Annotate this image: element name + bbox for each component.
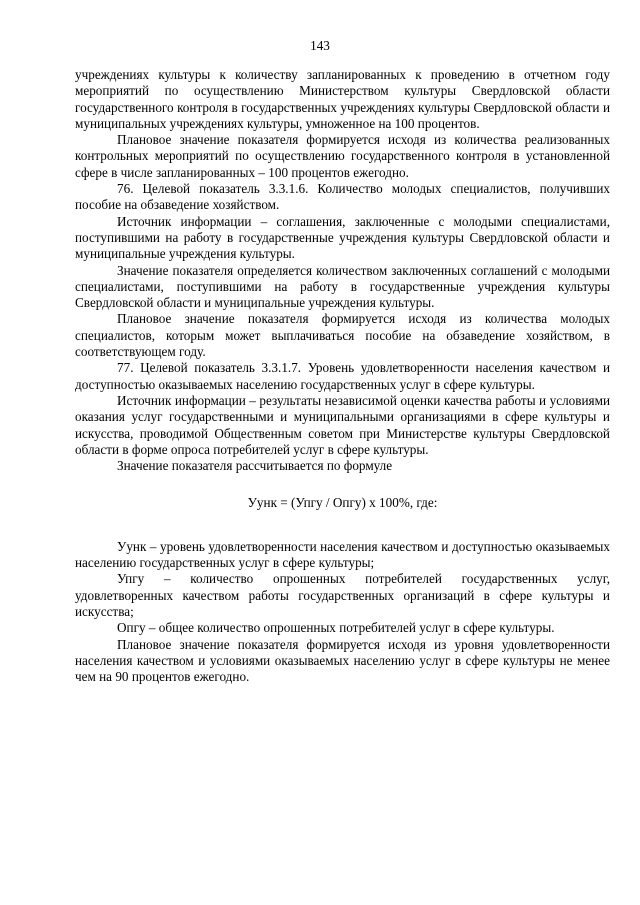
paragraph-planned-value-control: Плановое значение показателя формируется исходя из количества реализованных контрольных мероприятий по осуществлению государственного контроля в установленной сфере в числе запланированных – 100 процентов ежегодно. — [75, 132, 610, 180]
document-body — [75, 67, 610, 685]
paragraph-indicator-76: 76. Целевой показатель 3.3.1.6. Количество молодых специалистов, получивших пособие на обзаведение хозяйством. — [75, 181, 610, 213]
paragraph-value-76: Значение показателя определяется количеством заключенных соглашений с молодыми специалистами, поступившими на работу в государственные учреждения культуры Свердловской области и муниципальные учреждения культуры. — [75, 262, 610, 311]
paragraph-source-77: Источник информации – результаты независимой оценки качества работы и условиями оказания услуг государственными и муниципальными организациями в сфере культуры и искусства, проводимой Общественным советом при Министерстве культуры Свердловской области в форме опроса потребителей услуг в сфере культуры. — [75, 392, 610, 457]
formula: Уунк = (Упгу / Опгу) х 100%, где: — [247, 495, 438, 511]
paragraph-source-76: Источник информации – соглашения, заключенные с молодыми специалистами, поступившими на работу в государственные учреждения культуры Свердловской области и муниципальные учреждения культуры. — [75, 213, 610, 262]
paragraph-planned-value-76: Плановое значение показателя формируется исходя из количества молодых специалистов, которым может выплачиваться пособие на обзаведение хозяйством, в соответствующем году. — [75, 311, 610, 360]
paragraph-continuation: учреждениях культуры к количеству запланированных к проведению в отчетном году мероприятий по осуществлению Министерством культуры Свердловской области государственного контроля в государственных учреждениях культуры Свердловской области и муниципальных учреждениях культуры, умноженное на 100 процентов. — [75, 67, 610, 131]
paragraph-definition-upgu: Упгу – количество опрошенных потребителей государственных услуг, удовлетворенных качеством работы государственных организаций в сфере культуры и искусства; — [75, 571, 610, 619]
page-number: 143 — [310, 38, 330, 53]
paragraph-planned-value-77: Плановое значение показателя формируется исходя из уровня удовлетворенности населения качеством и условиями оказываемых населению услуг в сфере культуры не менее чем на 90 процентов ежегодно. — [75, 636, 610, 685]
paragraph-indicator-77: 77. Целевой показатель 3.3.1.7. Уровень удовлетворенности населения качеством и доступностью оказываемых населению государственных услуг в сфере культуры. — [75, 360, 610, 392]
paragraph-formula-intro: Значение показателя рассчитывается по формуле — [117, 458, 393, 474]
paragraph-definition-uunk: Уунк – уровень удовлетворенности населения качеством и доступностью оказываемых населению государственных услуг в сфере культуры; — [75, 538, 610, 571]
paragraph-definition-opgu: Опгу – общее количество опрошенных потребителей услуг в сфере культуры. — [117, 620, 555, 636]
